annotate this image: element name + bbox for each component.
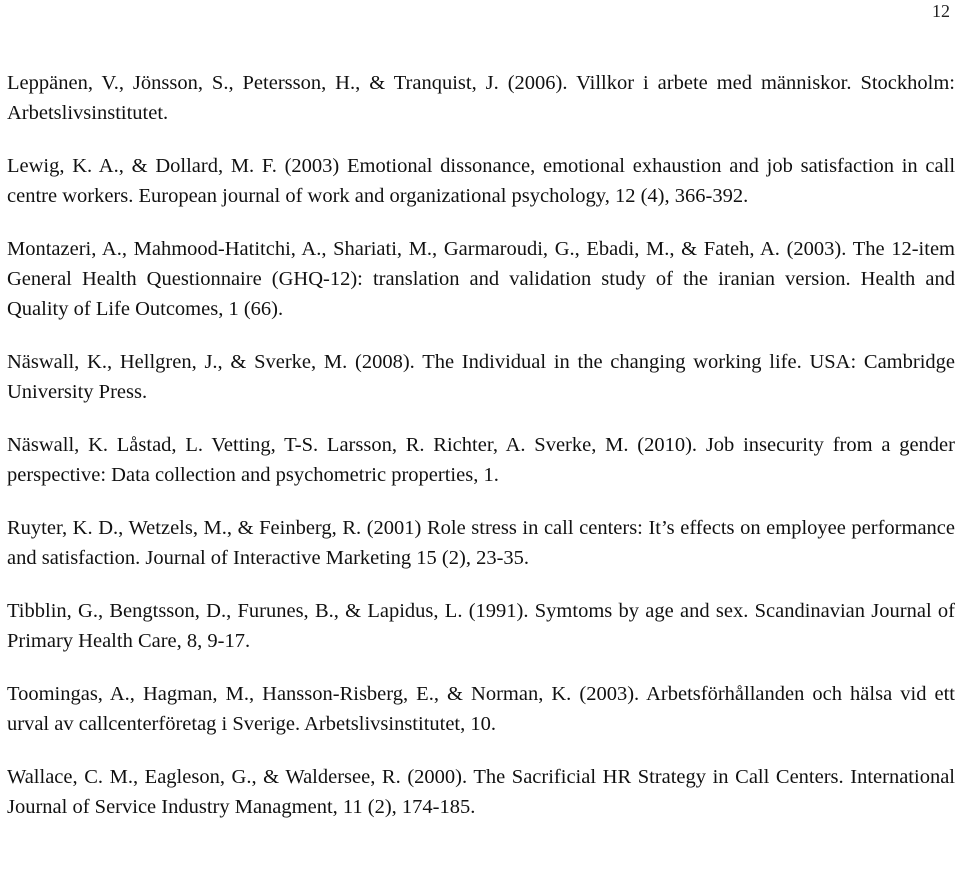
reference-details: Symtoms by age and sex. Scandinavian Journal of Primary Health Care, 8, 9-17. xyxy=(7,600,955,652)
reference-authors: Ruyter, K. D., Wetzels, M., & Feinberg, R. (2001) xyxy=(7,517,422,539)
reference-authors: Näswall, K. Låstad, L. Vetting, T-S. Larsson, R. Richter, A. Sverke, M. (2010). xyxy=(7,434,698,456)
reference-details: The Sacrificial HR Strategy in Call Centers. International Journal of Service Industry Managment, 11 (2), 174-185. xyxy=(7,766,955,818)
reference-details: Job insecurity from a gender perspective: Data collection and psychometric properties, 1. xyxy=(7,434,955,486)
reference-entry-lewig xyxy=(7,151,955,211)
reference-details: The 12-item General Health Questionnaire (GHQ-12): translation and validation study of the iranian version. Health and Quality of Life Outcomes, 1 (66). xyxy=(7,238,955,320)
reference-entry-ruyter xyxy=(7,513,955,573)
reference-details: Arbetsförhållanden och hälsa vid ett urval av callcenterföretag i Sverige. Arbetslivsinstitutet, 10. xyxy=(7,683,955,735)
reference-entry-leppanen xyxy=(7,68,955,128)
reference-details: The Individual in the changing working life. USA: Cambridge University Press. xyxy=(7,351,955,403)
page-number: 12 xyxy=(932,1,950,21)
reference-entry-montazeri xyxy=(7,234,955,324)
reference-list xyxy=(7,68,955,845)
reference-details: Role stress in call centers: It’s effects on employee performance and satisfaction. Journal of Interactive Marketing 15 (2), 23-35. xyxy=(7,517,955,569)
reference-authors: Lewig, K. A., & Dollard, M. F. (2003) xyxy=(7,155,340,177)
reference-details: Emotional dissonance, emotional exhaustion and job satisfaction in call centre workers. European journal of work and organizational psychology, 12 (4), 366-392. xyxy=(7,155,956,207)
reference-authors: Tibblin, G., Bengtsson, D., Furunes, B., & Lapidus, L. (1991). xyxy=(7,600,529,622)
reference-authors: Wallace, C. M., Eagleson, G., & Waldersee, R. (2000). xyxy=(7,766,468,788)
reference-entry-toomingas xyxy=(7,679,955,739)
reference-authors: Toomingas, A., Hagman, M., Hansson-Risberg, E., & Norman, K. (2003). xyxy=(7,683,640,705)
reference-authors: Näswall, K., Hellgren, J., & Sverke, M. (2008). xyxy=(7,351,415,373)
reference-entry-tibblin xyxy=(7,596,955,656)
reference-entry-wallace xyxy=(7,762,955,822)
reference-authors: Montazeri, A., Mahmood-Hatitchi, A., Shariati, M., Garmaroudi, G., Ebadi, M., & Fateh, A. (2003). xyxy=(7,238,847,260)
reference-entry-naswall-2010 xyxy=(7,430,955,490)
reference-details: Villkor i arbete med människor. Stockholm: Arbetslivsinstitutet. xyxy=(7,72,955,124)
reference-entry-naswall-2008 xyxy=(7,347,955,407)
reference-authors: Leppänen, V., Jönsson, S., Petersson, H., & Tranquist, J. (2006). xyxy=(7,72,568,94)
